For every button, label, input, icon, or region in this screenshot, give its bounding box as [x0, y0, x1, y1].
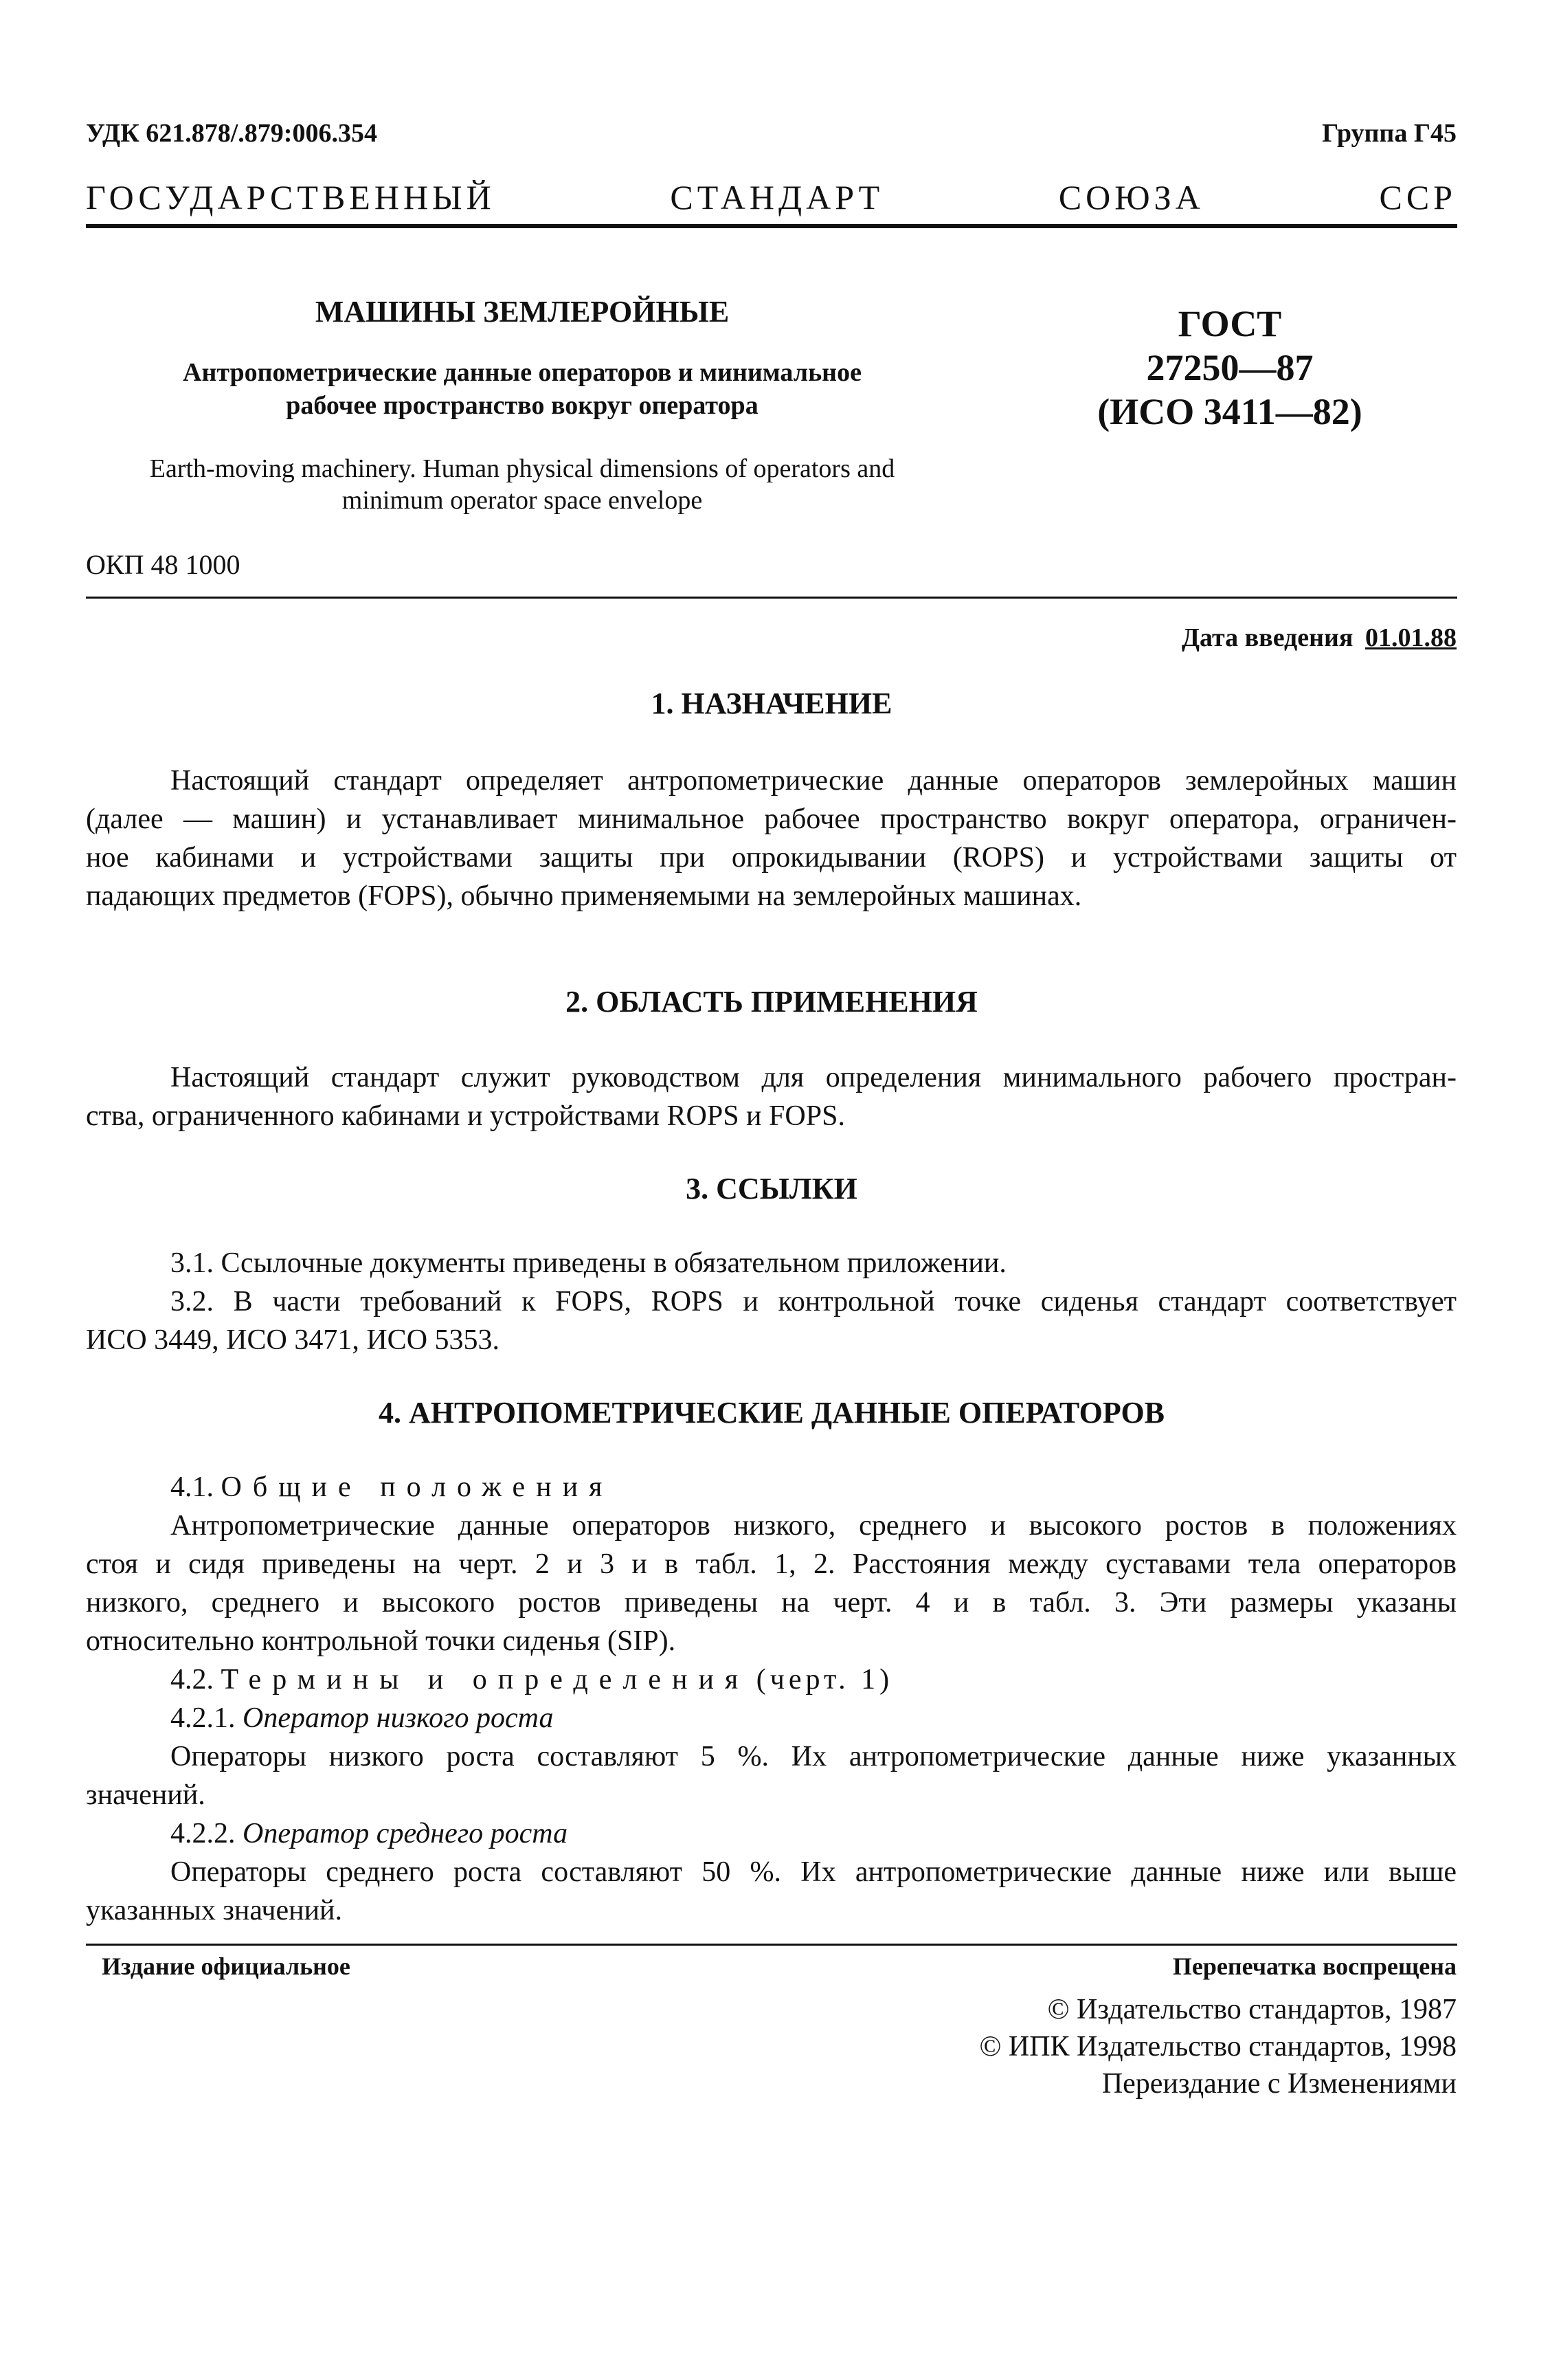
- section-2-line: ства, ограниченного кабинами и устройствами ROPS и FOPS.: [86, 1100, 845, 1132]
- banner-title: ГОСУДАРСТВЕННЫЙ СТАНДАРТ СОЮЗА ССР: [86, 178, 1457, 216]
- reprint-prohibited: Перепечатка воспрещена: [1172, 1953, 1457, 1980]
- section-1-line: (далее — машин) и устанавливает минимальное рабочее пространство вокруг оператора, ограничен-: [86, 803, 1457, 835]
- subsection-4-2-2-heading: [170, 1814, 568, 1853]
- reissue-note: Переиздание с Изменениями: [1101, 2068, 1457, 2100]
- date-label: Дата введения: [1181, 623, 1354, 652]
- section-4-line: стоя и сидя приведены на черт. 2 и 3 и в табл. 1, 2. Расстояния между суставами тела операторов: [86, 1548, 1457, 1580]
- section-3-line: ИСО 3449, ИСО 3471, ИСО 5353.: [86, 1324, 500, 1356]
- section-1-line: ное кабинами и устройствами защиты при опрокидывании (ROPS) и устройствами защиты от: [86, 842, 1457, 874]
- section-1-heading: 1. НАЗНАЧЕНИЕ: [651, 687, 892, 720]
- section-3-line: 3.2. В части требований к FOPS, ROPS и контрольной точке сиденья стандарт соответствует: [170, 1286, 1457, 1317]
- term-title: Оператор среднего роста: [243, 1818, 568, 1849]
- section-4-line: относительно контрольной точки сиденья (SIP).: [86, 1625, 676, 1657]
- subsection-number: 4.2.2.: [170, 1818, 236, 1849]
- subsection-4-2-heading: [170, 1660, 893, 1699]
- doc-subtitle-line2: рабочее пространство вокруг оператора: [286, 391, 759, 420]
- official-edition: Издание официальное: [102, 1953, 350, 1980]
- title-rule: [86, 597, 1457, 599]
- section-1-line: падающих предметов (FOPS), обычно применяемыми на землеройных машинах.: [86, 880, 1082, 912]
- subsection-title: Общие положения: [221, 1471, 614, 1503]
- section-4-line: Операторы среднего роста составляют 50 %. Их антропометрические данные ниже или выше: [170, 1856, 1457, 1888]
- english-title-line2: minimum operator space envelope: [341, 486, 703, 515]
- term-title: Оператор низкого роста: [243, 1702, 554, 1734]
- section-4-line: указанных значений.: [86, 1895, 343, 1926]
- udk-code: УДК 621.878/.879:006.354: [86, 119, 377, 148]
- section-1-line: Настоящий стандарт определяет антропометрические данные операторов землеройных машин: [170, 765, 1457, 797]
- introduction-date: [1182, 623, 1457, 653]
- section-3-heading: 3. ССЫЛКИ: [686, 1172, 857, 1205]
- gost-label: ГОСТ: [1178, 303, 1282, 344]
- doc-subtitle-line1: Антропометрические данные операторов и минимальное: [183, 358, 862, 387]
- subsection-title: Термины и определения: [221, 1664, 750, 1695]
- footer-rule: [86, 1944, 1457, 1946]
- subsection-4-1-heading: [170, 1468, 613, 1506]
- group-code: Группа Г45: [1322, 119, 1457, 148]
- section-3-line: 3.1. Ссылочные документы приведены в обязательном приложении.: [170, 1247, 1007, 1279]
- section-4-line: Антропометрические данные операторов низкого, среднего и высокого ростов в положениях: [170, 1510, 1457, 1542]
- iso-number: (ИСО 3411—82): [1097, 391, 1362, 432]
- subsection-number: 4.2.1.: [170, 1702, 236, 1734]
- subsection-number: 4.1.: [170, 1471, 214, 1503]
- figure-reference: (черт. 1): [756, 1664, 894, 1695]
- date-value: 01.01.88: [1365, 623, 1457, 652]
- okp-code: ОКП 48 1000: [86, 549, 240, 580]
- section-4-line: низкого, среднего и высокого ростов приведены на черт. 4 и в табл. 3. Эти размеры указаны: [86, 1587, 1457, 1619]
- section-4-line: Операторы низкого роста составляют 5 %. Их антропометрические данные ниже указанных: [170, 1741, 1457, 1772]
- section-2-heading: 2. ОБЛАСТЬ ПРИМЕНЕНИЯ: [565, 985, 978, 1019]
- english-title-line1: Earth-moving machinery. Human physical dimensions of operators and: [149, 454, 895, 483]
- subsection-4-2-1-heading: [170, 1699, 553, 1737]
- header-rule: [86, 224, 1457, 228]
- doc-title: МАШИНЫ ЗЕМЛЕРОЙНЫЕ: [315, 295, 730, 329]
- section-4-line: значений.: [86, 1779, 205, 1811]
- subsection-number: 4.2.: [170, 1664, 214, 1695]
- section-2-line: Настоящий стандарт служит руководством для определения минимального рабочего простран-: [170, 1062, 1457, 1093]
- copyright-1987: © Издательство стандартов, 1987: [1047, 1994, 1457, 2025]
- copyright-1998: © ИПК Издательство стандартов, 1998: [979, 2031, 1457, 2062]
- section-4-heading: 4. АНТРОПОМЕТРИЧЕСКИЕ ДАННЫЕ ОПЕРАТОРОВ: [378, 1396, 1165, 1430]
- gost-number: 27250—87: [1146, 347, 1314, 388]
